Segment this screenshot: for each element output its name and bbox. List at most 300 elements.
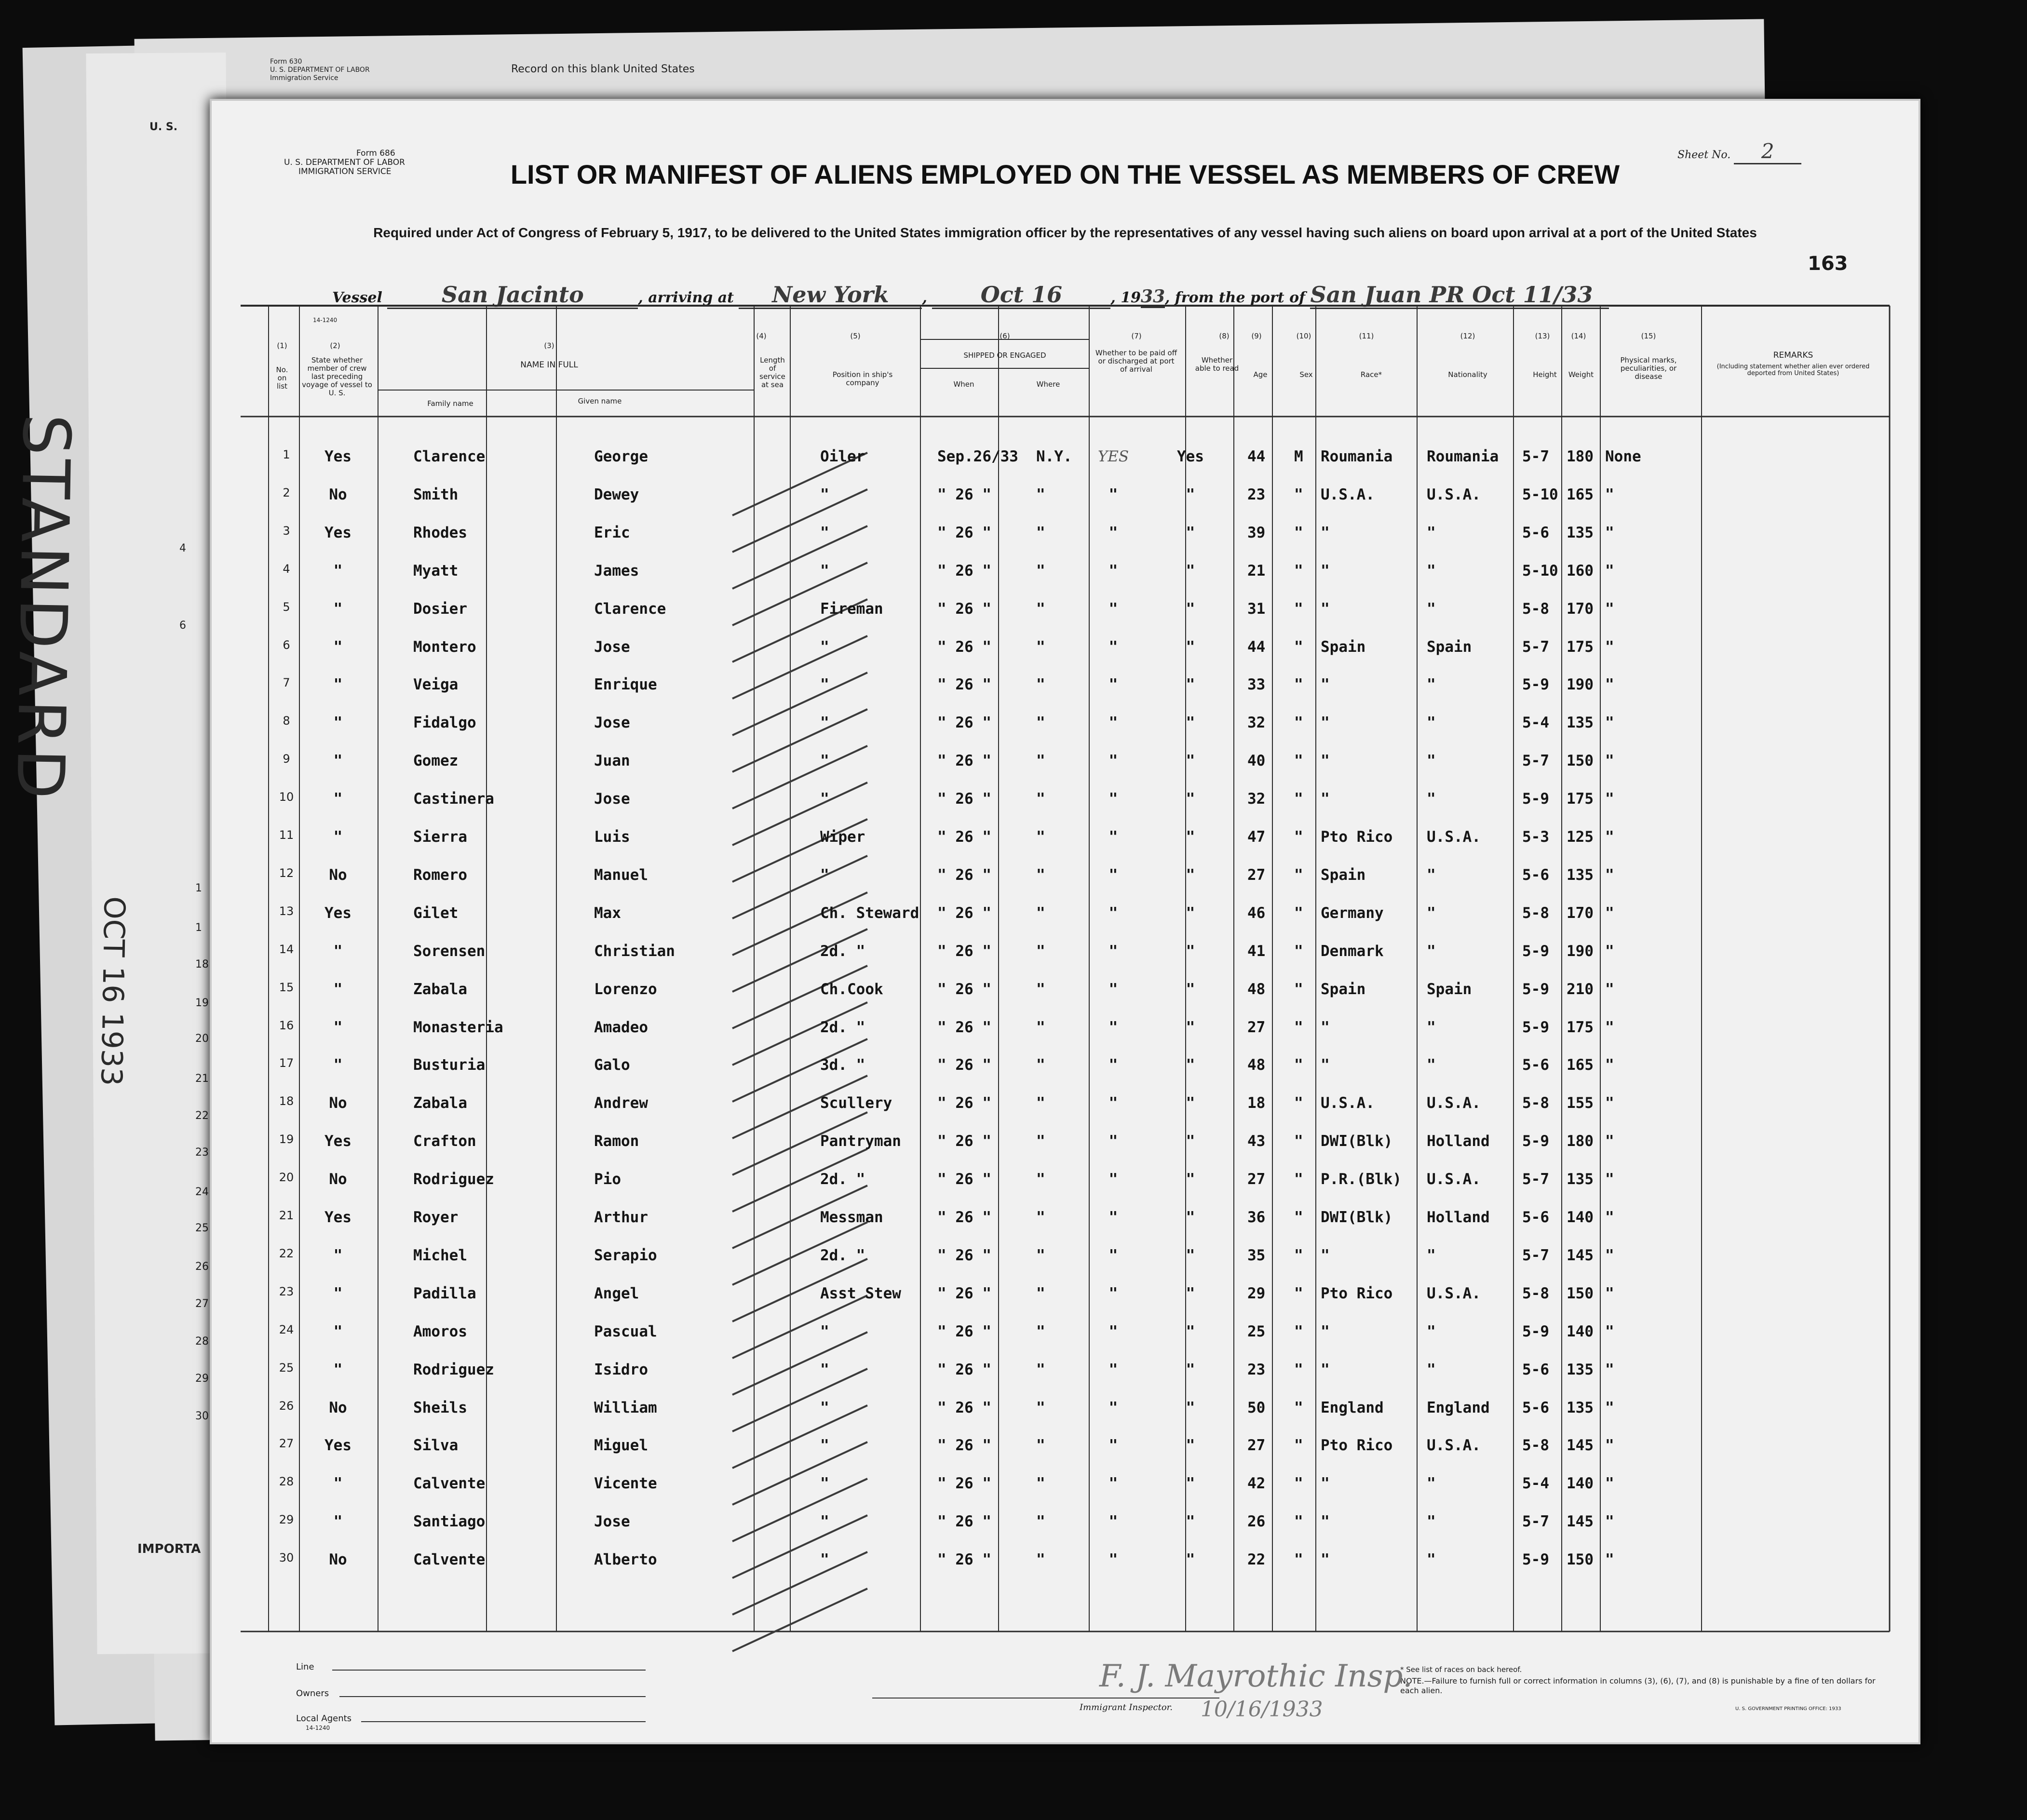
- col-header-length-service: Length of service at sea: [759, 356, 785, 389]
- cell-no: 11: [279, 828, 294, 842]
- cell-weight: 135: [1567, 866, 1594, 884]
- cell-where: ": [1036, 1094, 1045, 1112]
- cell-height: 5-9: [1522, 980, 1549, 998]
- cell-sex: M: [1294, 448, 1303, 465]
- cell-paid: ": [1108, 1437, 1118, 1455]
- cell-weight: 190: [1567, 676, 1594, 694]
- cell-race: Spain: [1321, 980, 1366, 998]
- cell-where: ": [1036, 790, 1045, 808]
- cell-marks: ": [1605, 1513, 1614, 1531]
- cell-marks: ": [1605, 904, 1614, 922]
- cell-marks: ": [1605, 524, 1614, 541]
- cell-no: 3: [283, 524, 290, 538]
- cell-prev: ": [333, 600, 343, 618]
- cell-given: Juan: [594, 752, 630, 770]
- cell-read: ": [1186, 1132, 1195, 1150]
- cell-where: ": [1036, 676, 1045, 694]
- cell-when: " 26 ": [937, 714, 991, 732]
- cell-age: 48: [1247, 980, 1266, 998]
- cell-pos: 3d. ": [820, 1056, 865, 1074]
- cell-prev: ": [333, 1475, 343, 1493]
- cell-family: Romero: [413, 866, 467, 884]
- cell-sex: ": [1294, 1246, 1303, 1264]
- cell-weight: 175: [1567, 1018, 1594, 1036]
- cell-marks: ": [1605, 714, 1614, 732]
- cell-no: 5: [283, 600, 290, 614]
- cell-paid: ": [1108, 485, 1118, 503]
- printer-imprint: U. S. GOVERNMENT PRINTING OFFICE: 1933: [1735, 1706, 1841, 1712]
- cell-marks: ": [1605, 1056, 1614, 1074]
- cell-sex: ": [1294, 676, 1303, 694]
- col-header-able-to-read: Whether able to read: [1195, 356, 1239, 373]
- year-prefix: 19: [1121, 289, 1141, 306]
- cell-weight: 150: [1567, 1284, 1594, 1302]
- inspector-signature: F. J. Mayrothic Insp.: [1099, 1658, 1413, 1694]
- cell-read: ": [1186, 942, 1195, 960]
- form-department: U. S. DEPARTMENT OF LABOR: [284, 158, 405, 167]
- cell-pos: Fireman: [820, 600, 883, 618]
- cell-given: Miguel: [594, 1437, 648, 1455]
- cell-weight: 150: [1567, 752, 1594, 770]
- cell-race: ": [1321, 714, 1330, 732]
- margin-number: 4: [179, 542, 186, 554]
- ditto-stroke: [732, 1405, 867, 1468]
- cell-read: ": [1186, 1551, 1195, 1569]
- cell-marks: ": [1605, 1551, 1614, 1569]
- cell-given: Alberto: [594, 1551, 657, 1569]
- cell-pos: 2d. ": [820, 1246, 865, 1264]
- cell-nat: ": [1427, 1475, 1436, 1493]
- cell-where: ": [1036, 980, 1045, 998]
- under-record-note: Record on this blank United States: [511, 63, 695, 75]
- cell-sex: ": [1294, 1513, 1303, 1531]
- cell-prev: No: [329, 485, 347, 503]
- ditto-stroke: [732, 673, 867, 735]
- cell-weight: 165: [1567, 1056, 1594, 1074]
- col-header-family-name: Family name: [427, 399, 473, 408]
- col-15-number: (15): [1641, 332, 1656, 340]
- col-8-number: (8): [1219, 332, 1230, 340]
- cell-nat: Spain: [1427, 638, 1472, 656]
- cell-where: ": [1036, 562, 1045, 580]
- cell-family: Sheils: [413, 1399, 467, 1416]
- cell-no: 15: [279, 980, 294, 994]
- cell-nat: U.S.A.: [1427, 828, 1481, 846]
- local-agents-field: [361, 1721, 646, 1722]
- cell-marks: ": [1605, 866, 1614, 884]
- cell-where: N.Y.: [1036, 448, 1072, 465]
- cell-nat: Holland: [1427, 1209, 1490, 1226]
- cell-height: 5-6: [1522, 866, 1549, 884]
- cell-sex: ": [1294, 1056, 1303, 1074]
- cell-when: " 26 ": [937, 1551, 991, 1569]
- cell-given: Max: [594, 904, 621, 922]
- cell-read: ": [1186, 600, 1195, 618]
- col-header-remarks-note: (Including statement whether alien ever ordered deported from United States): [1716, 363, 1870, 377]
- cell-nat: ": [1427, 600, 1436, 618]
- cell-paid: ": [1108, 942, 1118, 960]
- cell-height: 5-9: [1522, 1322, 1549, 1340]
- cell-no: 21: [279, 1209, 294, 1222]
- cell-read: ": [1186, 1171, 1195, 1188]
- cell-weight: 150: [1567, 1551, 1594, 1569]
- cell-paid: ": [1108, 1132, 1118, 1150]
- cell-weight: 135: [1567, 1171, 1594, 1188]
- cell-age: 23: [1247, 485, 1266, 503]
- cell-read: ": [1186, 1322, 1195, 1340]
- cell-sex: ": [1294, 1284, 1303, 1302]
- cell-paid: ": [1108, 600, 1118, 618]
- cell-paid: ": [1108, 1513, 1118, 1531]
- cell-marks: ": [1605, 676, 1614, 694]
- cell-when: " 26 ": [937, 904, 991, 922]
- cell-no: 6: [283, 638, 290, 652]
- cell-given: Eric: [594, 524, 630, 541]
- cell-family: Montero: [413, 638, 476, 656]
- cell-where: ": [1036, 942, 1045, 960]
- cell-no: 7: [283, 676, 290, 690]
- cell-paid: ": [1108, 1361, 1118, 1378]
- cell-no: 17: [279, 1056, 294, 1070]
- penalty-note: NOTE.—Failure to furnish full or correct information in columns (3), (6), (7), and (8) is punishable by a fine of ten dollars for each alien.: [1400, 1676, 1876, 1695]
- col-header-where: Where: [1036, 380, 1060, 389]
- cell-when: " 26 ": [937, 1171, 991, 1188]
- cell-nat: U.S.A.: [1427, 485, 1481, 503]
- owners-label: Owners: [296, 1688, 329, 1699]
- cell-paid: ": [1108, 714, 1118, 732]
- margin-number: 30: [195, 1410, 209, 1422]
- cell-when: " 26 ": [937, 790, 991, 808]
- cell-marks: None: [1605, 448, 1641, 465]
- cell-when: " 26 ": [937, 1056, 991, 1074]
- cell-no: 8: [283, 714, 290, 728]
- cell-weight: 210: [1567, 980, 1594, 998]
- cell-given: Manuel: [594, 866, 648, 884]
- cell-height: 5-6: [1522, 1361, 1549, 1378]
- cell-nat: ": [1427, 562, 1436, 580]
- cell-no: 16: [279, 1018, 294, 1032]
- cell-read: ": [1186, 1056, 1195, 1074]
- cell-nat: Holland: [1427, 1132, 1490, 1150]
- col-1-number: (1): [277, 341, 287, 350]
- cell-pos: ": [820, 714, 829, 732]
- cell-race: ": [1321, 1246, 1330, 1264]
- cell-pos: 2d. ": [820, 1171, 865, 1188]
- cell-no: 29: [279, 1513, 294, 1527]
- cell-prev: ": [333, 980, 343, 998]
- cell-where: ": [1036, 1322, 1045, 1340]
- col-header-prev-voyage: State whether member of crew last preceding voyage of vessel to U. S.: [302, 356, 372, 397]
- arriving-label: , arriving at: [638, 289, 734, 306]
- cell-marks: ": [1605, 980, 1614, 998]
- cell-height: 5-8: [1522, 1437, 1549, 1455]
- cell-when: " 26 ": [937, 1246, 991, 1264]
- cell-read: ": [1186, 828, 1195, 846]
- standard-stamp: STANDARD: [1, 413, 84, 804]
- cell-when: " 26 ": [937, 1399, 991, 1416]
- cell-pos: Wiper: [820, 828, 865, 846]
- cell-no: 23: [279, 1284, 294, 1298]
- vessel-label: Vessel: [332, 289, 382, 306]
- cell-weight: 175: [1567, 790, 1594, 808]
- under-service: Immigration Service: [270, 74, 338, 82]
- cell-family: Zabala: [413, 1094, 467, 1112]
- cell-race: ": [1321, 1475, 1330, 1493]
- cell-weight: 160: [1567, 562, 1594, 580]
- cell-race: Roumania: [1321, 448, 1393, 465]
- cell-marks: ": [1605, 1209, 1614, 1226]
- cell-prev: ": [333, 1018, 343, 1036]
- cell-race: DWI(Blk): [1321, 1209, 1393, 1226]
- cell-family: Rhodes: [413, 524, 467, 541]
- cell-height: 5-6: [1522, 524, 1549, 541]
- col-5-number: (5): [850, 332, 861, 340]
- col-header-given-name: Given name: [578, 397, 622, 405]
- cell-prev: ": [333, 714, 343, 732]
- cell-pos: Oiler: [820, 448, 865, 465]
- cell-height: 5-9: [1522, 1132, 1549, 1150]
- cell-marks: ": [1605, 1132, 1614, 1150]
- cell-age: 22: [1247, 1551, 1266, 1569]
- cell-read: ": [1186, 1246, 1195, 1264]
- cell-prev: ": [333, 790, 343, 808]
- cell-family: Clarence: [413, 448, 486, 465]
- cell-age: 42: [1247, 1475, 1266, 1493]
- cell-where: ": [1036, 1018, 1045, 1036]
- cell-given: Dewey: [594, 485, 639, 503]
- cell-nat: ": [1427, 1551, 1436, 1569]
- cell-pos: ": [820, 1322, 829, 1340]
- cell-when: " 26 ": [937, 980, 991, 998]
- col-4-number: (4): [756, 332, 767, 340]
- cell-when: " 26 ": [937, 1284, 991, 1302]
- cell-nat: ": [1427, 942, 1436, 960]
- col-header-race: Race*: [1360, 370, 1382, 379]
- ditto-stroke: [732, 1369, 867, 1431]
- cell-height: 5-8: [1522, 904, 1549, 922]
- cell-marks: ": [1605, 485, 1614, 503]
- cell-age: 44: [1247, 638, 1266, 656]
- cell-read: ": [1186, 524, 1195, 541]
- col-6-number: (6): [1000, 332, 1010, 340]
- cell-nat: ": [1427, 866, 1436, 884]
- cell-read: ": [1186, 562, 1195, 580]
- cell-weight: 135: [1567, 1361, 1594, 1378]
- cell-height: 5-6: [1522, 1056, 1549, 1074]
- cell-weight: 145: [1567, 1513, 1594, 1531]
- cell-height: 5-7: [1522, 1246, 1549, 1264]
- cell-sex: ": [1294, 828, 1303, 846]
- cell-race: Spain: [1321, 866, 1366, 884]
- cell-marks: ": [1605, 562, 1614, 580]
- cell-weight: 155: [1567, 1094, 1594, 1112]
- cell-marks: ": [1605, 1437, 1614, 1455]
- cell-no: 28: [279, 1475, 294, 1489]
- cell-pos: Scullery: [820, 1094, 892, 1112]
- margin-number: 20: [195, 1033, 209, 1045]
- cell-read: ": [1186, 1513, 1195, 1531]
- cell-weight: 190: [1567, 942, 1594, 960]
- cell-where: ": [1036, 904, 1045, 922]
- cell-height: 5-7: [1522, 448, 1549, 465]
- cell-nat: ": [1427, 904, 1436, 922]
- cell-when: " 26 ": [937, 1132, 991, 1150]
- cell-pos: ": [820, 790, 829, 808]
- cell-sex: ": [1294, 980, 1303, 998]
- col-header-height: Height: [1533, 370, 1557, 379]
- cell-race: ": [1321, 676, 1330, 694]
- cell-age: 40: [1247, 752, 1266, 770]
- inspector-signature-line: [872, 1698, 1219, 1699]
- cell-sex: ": [1294, 1551, 1303, 1569]
- cell-age: 46: [1247, 904, 1266, 922]
- cell-age: 32: [1247, 790, 1266, 808]
- cell-nat: ": [1427, 676, 1436, 694]
- cell-pos: ": [820, 676, 829, 694]
- cell-where: ": [1036, 1284, 1045, 1302]
- cell-nat: ": [1427, 1322, 1436, 1340]
- cell-marks: ": [1605, 638, 1614, 656]
- cell-given: Vicente: [594, 1475, 657, 1493]
- cell-given: Galo: [594, 1056, 630, 1074]
- owners-field: [339, 1696, 646, 1697]
- cell-prev: Yes: [324, 1132, 351, 1150]
- under-important-label: IMPORTA: [137, 1542, 201, 1556]
- cell-race: ": [1321, 600, 1330, 618]
- cell-marks: ": [1605, 1284, 1614, 1302]
- cell-nat: ": [1427, 1513, 1436, 1531]
- cell-prev: No: [329, 866, 347, 884]
- col-9-number: (9): [1251, 332, 1262, 340]
- cell-pos: ": [820, 485, 829, 503]
- page-subtitle: Required under Act of Congress of February 5, 1917, to be delivered to the United States immigration officer by the representatives of any vessel having such aliens on board upon arrival at a port of the United States: [373, 225, 1757, 240]
- cell-when: " 26 ": [937, 1322, 991, 1340]
- cell-height: 5-9: [1522, 1018, 1549, 1036]
- cell-pos: ": [820, 638, 829, 656]
- cell-pos: ": [820, 752, 829, 770]
- cell-sex: ": [1294, 866, 1303, 884]
- cell-race: ": [1321, 1513, 1330, 1531]
- cell-when: " 26 ": [937, 485, 991, 503]
- col-12-number: (12): [1460, 332, 1475, 340]
- cell-pos: ": [820, 562, 829, 580]
- col-14-number: (14): [1571, 332, 1586, 340]
- cell-no: 22: [279, 1246, 294, 1260]
- col-header-physical-marks: Physical marks, peculiarities, or disease: [1620, 356, 1677, 381]
- form-service: IMMIGRATION SERVICE: [298, 167, 392, 176]
- col-3-number: (3): [544, 341, 554, 350]
- cell-marks: ": [1605, 752, 1614, 770]
- cell-family: Calvente: [413, 1475, 486, 1493]
- cell-prev: ": [333, 676, 343, 694]
- cell-sex: ": [1294, 1322, 1303, 1340]
- cell-when: " 26 ": [937, 942, 991, 960]
- cell-given: Amadeo: [594, 1018, 648, 1036]
- cell-race: U.S.A.: [1321, 1094, 1375, 1112]
- ditto-stroke: [732, 1332, 867, 1395]
- cell-age: 23: [1247, 1361, 1266, 1378]
- cell-weight: 140: [1567, 1322, 1594, 1340]
- cell-prev: ": [333, 942, 343, 960]
- col-header-age: Age: [1253, 370, 1268, 379]
- cell-age: 27: [1247, 866, 1266, 884]
- cell-read: ": [1186, 1284, 1195, 1302]
- cell-paid: ": [1108, 1322, 1118, 1340]
- cell-prev: ": [333, 1284, 343, 1302]
- cell-read: ": [1186, 485, 1195, 503]
- cell-family: Castinera: [413, 790, 494, 808]
- cell-prev: ": [333, 562, 343, 580]
- cell-race: ": [1321, 1018, 1330, 1036]
- cell-race: Pto Rico: [1321, 1284, 1393, 1302]
- cell-read: ": [1186, 1209, 1195, 1226]
- cell-height: 5-7: [1522, 638, 1549, 656]
- col-header-nationality: Nationality: [1448, 370, 1487, 379]
- cell-prev: Yes: [324, 1209, 351, 1226]
- cell-marks: ": [1605, 790, 1614, 808]
- cell-prev: Yes: [324, 448, 351, 465]
- sheet-number: 2: [1734, 139, 1801, 164]
- cell-given: Jose: [594, 790, 630, 808]
- cell-height: 5-3: [1522, 828, 1549, 846]
- cell-family: Veiga: [413, 676, 459, 694]
- cell-read: ": [1186, 1437, 1195, 1455]
- cell-weight: 135: [1567, 1399, 1594, 1416]
- cell-height: 5-8: [1522, 600, 1549, 618]
- cell-read: ": [1186, 638, 1195, 656]
- cell-nat: U.S.A.: [1427, 1437, 1481, 1455]
- cell-paid: ": [1108, 1399, 1118, 1416]
- cell-prev: ": [333, 1361, 343, 1378]
- page-number: 163: [1808, 253, 1848, 275]
- form-number: Form 686: [356, 148, 395, 158]
- cell-no: 26: [279, 1399, 294, 1413]
- cell-read: ": [1186, 752, 1195, 770]
- cell-height: 5-7: [1522, 1171, 1549, 1188]
- ditto-stroke: [732, 489, 867, 552]
- cell-given: Christian: [594, 942, 675, 960]
- cell-weight: 165: [1567, 485, 1594, 503]
- cell-pos: ": [820, 1437, 829, 1455]
- cell-sex: ": [1294, 1171, 1303, 1188]
- col-header-name-in-full: NAME IN FULL: [520, 360, 578, 370]
- cell-weight: 135: [1567, 524, 1594, 541]
- cell-given: George: [594, 448, 648, 465]
- page-title: LIST OR MANIFEST OF ALIENS EMPLOYED ON THE VESSEL AS MEMBERS OF CREW: [510, 159, 1620, 189]
- ditto-stroke: [732, 709, 867, 772]
- cell-family: Gomez: [413, 752, 459, 770]
- ditto-stroke: [732, 1295, 867, 1358]
- local-agents-label: Local Agents: [296, 1713, 352, 1724]
- cell-sex: ": [1294, 1475, 1303, 1493]
- cell-nat: Roumania: [1427, 448, 1499, 465]
- cell-height: 5-7: [1522, 1513, 1549, 1531]
- cell-race: ": [1321, 524, 1330, 541]
- cell-marks: ": [1605, 600, 1614, 618]
- cell-nat: ": [1427, 1361, 1436, 1378]
- ditto-stroke: [732, 746, 867, 809]
- cell-given: James: [594, 562, 639, 580]
- cell-race: Spain: [1321, 638, 1366, 656]
- ditto-stroke: [732, 1515, 867, 1578]
- cell-paid: ": [1108, 1209, 1118, 1226]
- cell-when: " 26 ": [937, 600, 991, 618]
- cell-sex: ": [1294, 752, 1303, 770]
- line-field: [332, 1670, 646, 1671]
- cell-no: 20: [279, 1171, 294, 1185]
- cell-race: Pto Rico: [1321, 828, 1393, 846]
- cell-prev: No: [329, 1399, 347, 1416]
